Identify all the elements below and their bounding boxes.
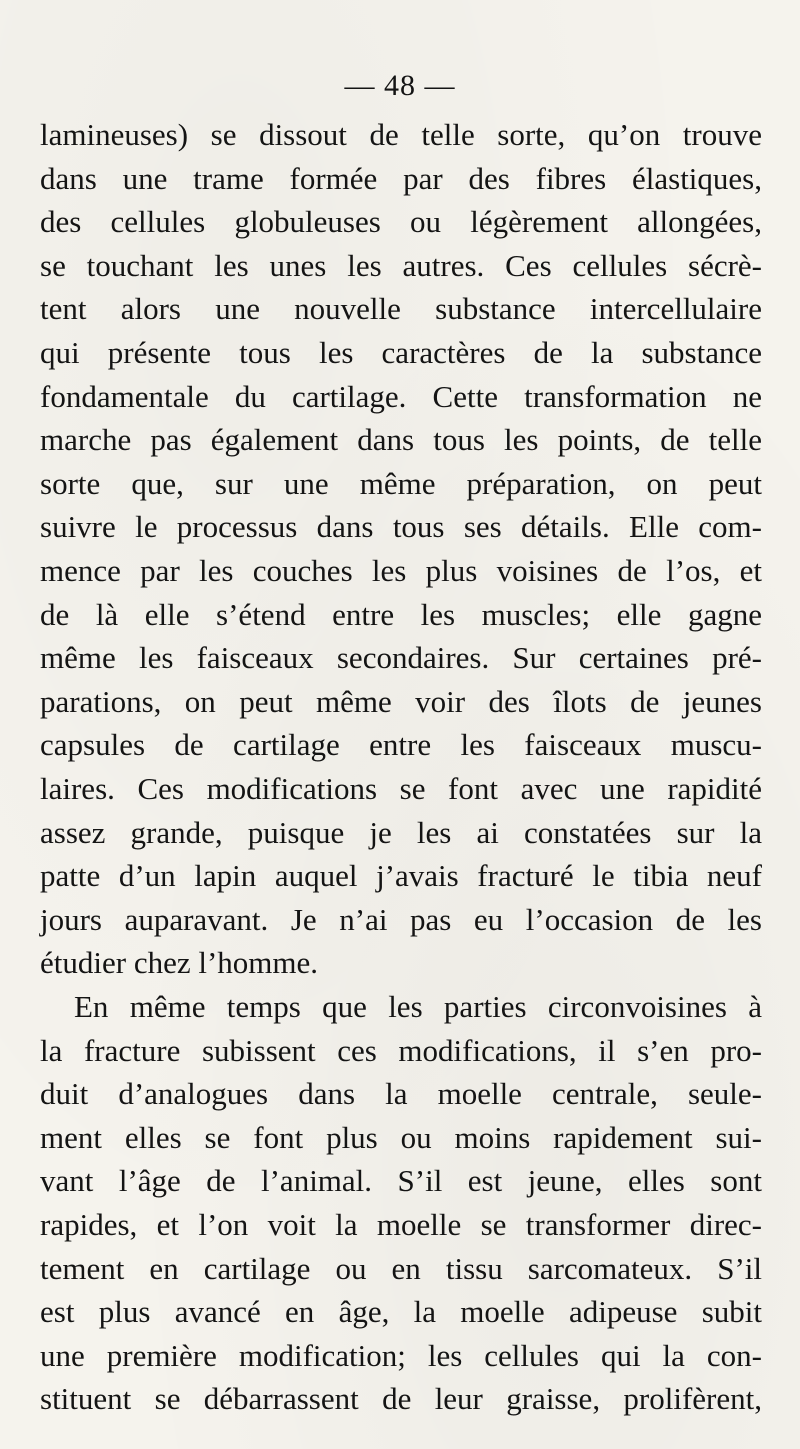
text-line: marche pas également dans tous les points, de telle [40,422,762,458]
text-line: qui présente tous les caractères de la substance [40,335,762,370]
text-line: rapides, et l’on voit la moelle se transformer direc- [40,1207,762,1242]
text-line: est plus avancé en âge, la moelle adipeuse subit [40,1294,762,1330]
text-line: se touchant les unes les autres. Ces cellules sécrè- [40,247,762,283]
page-number: — 48 — [344,69,456,102]
text-line: duit d’analogues dans la moelle centrale, seule- [40,1076,762,1112]
text-line: suivre le processus dans tous ses détails. Elle com- [40,509,762,545]
text-line: lamineuses) se dissout de telle sorte, qu’on trouve [40,117,762,152]
text-line: une première modification; les cellules qui la con- [40,1337,762,1373]
text-line: tement en cartilage ou en tissu sarcomateux. S’il [40,1250,762,1286]
text-line: ment elles se font plus ou moins rapidement sui- [40,1119,762,1155]
text-line: même les faisceaux secondaires. Sur certaines pré- [40,640,762,676]
text-line: fondamentale du cartilage. Cette transformation ne [40,378,762,414]
text-line: des cellules globuleuses ou légèrement allongées, [40,204,762,240]
text-line: vant l’âge de l’animal. S’il est jeune, elles sont [40,1163,762,1199]
text-line: jours auparavant. Je n’ai pas eu l’occasion de les [40,901,762,937]
text-line: sorte que, sur une même préparation, on peut [40,465,762,501]
text-line: la fracture subissent ces modifications, il s’en pro- [40,1032,762,1068]
text-line: parations, on peut même voir des îlots de jeunes [40,683,762,719]
text-line: patte d’un lapin auquel j’avais fracturé le tibia neuf [40,858,762,894]
text-line: dans une trame formée par des fibres élastiques, [40,160,762,196]
text-line: laires. Ces modifications se font avec une rapidité [40,771,762,806]
text-line: assez grande, puisque je les ai constatées sur la [40,814,762,850]
text-line: étudier chez l’homme. [40,945,319,981]
text-line: mence par les couches les plus voisines de l’os, et [40,553,762,588]
text-line: stituent se débarrassent de leur graisse, prolifèrent, [40,1381,762,1417]
text-line: capsules de cartilage entre les faisceaux muscu- [40,727,762,763]
text-line: En même temps que les parties circonvoisines à [74,989,762,1024]
text-line: tent alors une nouvelle substance intercellulaire [40,291,762,327]
text-line: de là elle s’étend entre les muscles; elle gagne [40,596,762,632]
